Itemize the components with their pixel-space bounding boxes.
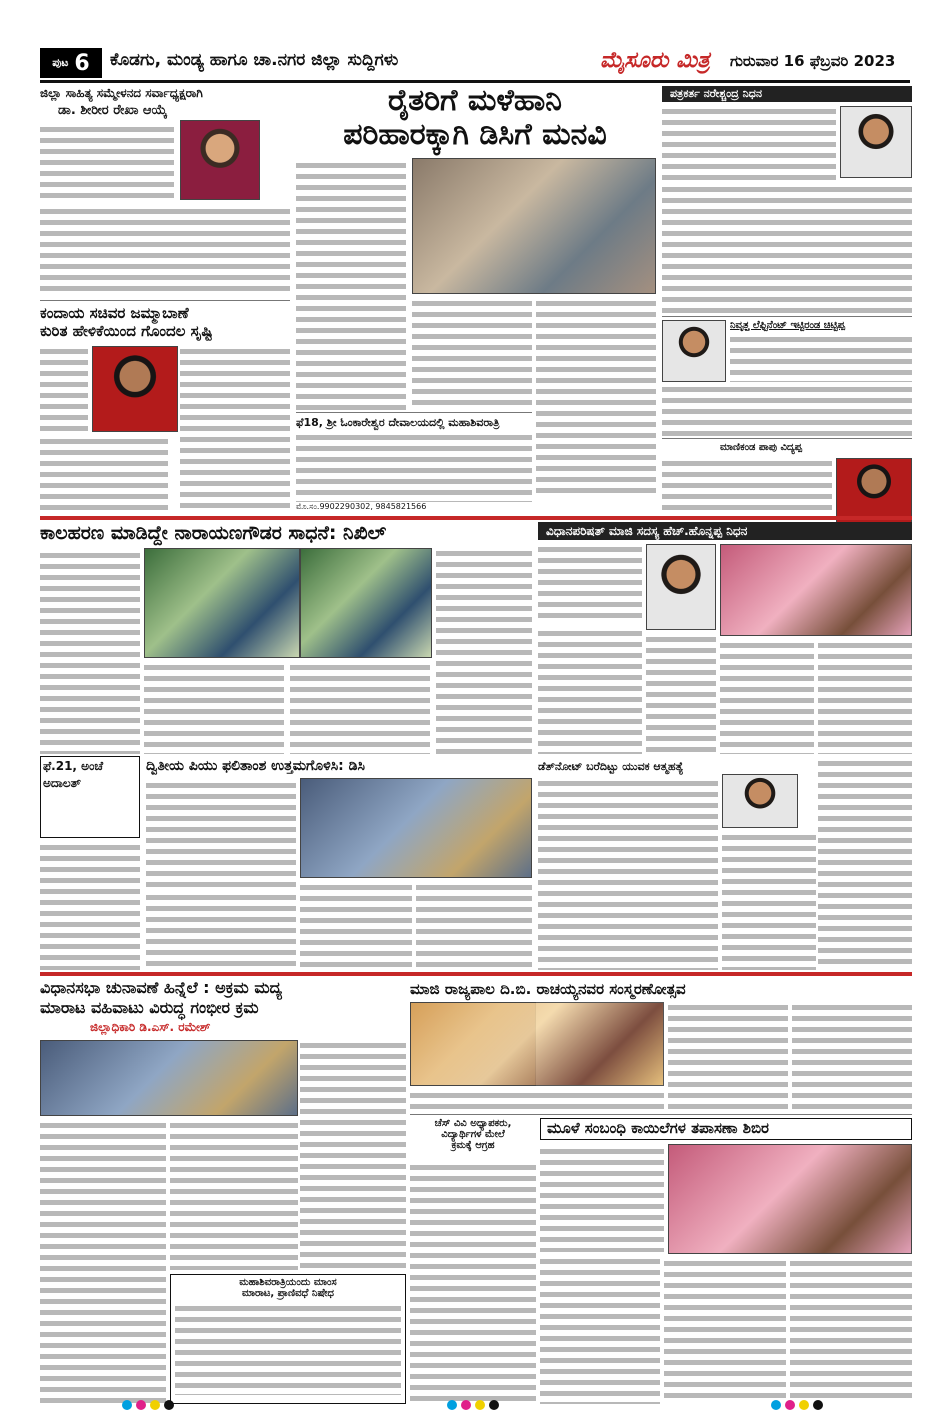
divider — [410, 1114, 912, 1115]
body-text — [410, 1090, 664, 1110]
obituary-header: ಪತ್ರಕರ್ತ ನರೇಶ್ಚಂದ್ರ ನಿಧನ — [662, 86, 912, 102]
obituary-title: ನಿವೃತ್ತ ಲೆಫ್ಟಿನೆಂಟ್ ಇಟ್ಟಿರಂಡ ಚಿಟ್ಟಿಪ್ಪ — [730, 320, 845, 331]
body-text — [40, 842, 140, 970]
body-text — [720, 640, 814, 754]
photo-obituary — [840, 106, 912, 178]
body-text — [540, 1146, 664, 1252]
body-text — [412, 298, 532, 410]
section-rule — [40, 972, 912, 976]
body-text — [664, 1258, 786, 1404]
story-university — [410, 1118, 536, 1151]
story-postal-adalat — [40, 756, 140, 838]
story-headline: ಫೆ.21, ಅಂಚೆ — [43, 759, 104, 773]
body-text — [170, 1120, 298, 1270]
body-text — [818, 758, 912, 970]
story-jammabane — [40, 304, 290, 340]
issue-date: ಗುರುವಾರ 16 ಫೆಬ್ರವರಿ 2023 — [730, 52, 896, 70]
body-text — [538, 544, 642, 624]
photo-meeting — [300, 778, 532, 878]
photo-rally — [300, 548, 432, 658]
photo-minister — [92, 346, 178, 432]
story-bone-camp-headline: ಮೂಳೆ ಸಂಬಂಧಿ ಕಾಯಿಲೆಗಳ ತಪಾಸಣಾ ಶಿಬಿರ — [540, 1118, 912, 1140]
story-headline: ಕ್ರಮಕ್ಕೆ ಆಗ್ರಹ — [451, 1140, 495, 1151]
story-headline: ಮಹಾಶಿವರಾತ್ರಿಯಂದು ಮಾಂಸ — [239, 1277, 337, 1288]
page-number-box — [40, 48, 102, 78]
body-text — [290, 662, 430, 754]
body-text — [818, 640, 912, 754]
story-shivaratri-headline: ಫೆ18, ಶ್ರೀ ಓಂಕಾರೇಶ್ವರ ದೇವಾಲಯದಲ್ಲಿ ಮಹಾಶಿವರಾತ್ರಿ — [296, 416, 500, 429]
story-headline: ವಿಧಾನಸಭಾ ಚುನಾವಣೆ ಹಿನ್ನೆಲೆ : ಅಕ್ರಮ ಮದ್ಯ — [40, 978, 283, 997]
story-meat-ban — [170, 1274, 406, 1404]
photo-tribute — [720, 544, 912, 636]
story-headline: ಮಾರಾಟ ವಹಿವಾಟು ವಿರುದ್ಧ ಗಂಭೀರ ಕ್ರಮ — [40, 998, 259, 1017]
body-text — [175, 1303, 401, 1395]
print-registration-marks — [0, 1395, 945, 1414]
story-headline: ಮಾರಾಟ, ಪ್ರಾಣಿವಧೆ ನಿಷೇಧ — [242, 1288, 334, 1299]
obituary-title: ಮಾಣಿಕಂಡ ಪಾಪು ವಿದ್ಯಪ್ಪ — [720, 442, 802, 453]
story-headline: ಜಿಲ್ಲಾ ಸಾಹಿತ್ಯ ಸಮ್ಮೇಳನದ ಸರ್ವಾಧ್ಯಕ್ಷರಾಗಿ — [40, 86, 203, 100]
body-text — [662, 184, 912, 314]
body-text — [296, 432, 532, 502]
body-text — [410, 1162, 536, 1404]
photo-dc-memorandum — [412, 158, 656, 294]
story-honnappa-headline: ವಿಧಾನಪರಿಷತ್ ಮಾಜಿ ಸದಸ್ಯ ಹೆಚ್.ಹೊನ್ನಪ್ಪ ನಿಧನ — [538, 522, 912, 540]
section-rule — [40, 516, 912, 520]
story-headline: ಕಂದಾಯ ಸಚಿವರ ಜಮ್ಮಾಬಾಣೆ — [40, 304, 189, 322]
story-subheadline: ಡಾ. ಶೀರೀರ ರೇಖಾ ಆಯ್ಕೆ — [58, 103, 168, 118]
body-text — [416, 882, 532, 970]
body-text — [144, 662, 284, 754]
story-election — [40, 978, 450, 1035]
photo-memorial — [410, 1002, 664, 1086]
photo-youth — [722, 774, 798, 828]
brand-logo: ಮೈಸೂರು ಮಿತ್ರ — [600, 48, 710, 73]
story-pu-headline: ದ್ವಿತೀಯ ಪಿಯು ಫಲಿತಾಂಶ ಉತ್ತಮಗೊಳಿಸಿ: ಡಿಸಿ — [146, 758, 365, 774]
body-text — [790, 1258, 912, 1404]
body-text — [40, 206, 290, 296]
photo-health-camp — [668, 1144, 912, 1254]
photo-honnappa — [646, 544, 716, 630]
body-text — [536, 298, 656, 494]
story-headline: ಕುರಿತ ಹೇಳಿಕೆಯಿಂದ ಗೊಂದಲ ಸೃಷ್ಟಿ — [40, 322, 213, 340]
body-text — [296, 160, 406, 410]
story-byline: ಜಿಲ್ಲಾಧಿಕಾರಿ ಡಿ.ಎಸ್. ರಮೇಶ್ — [90, 1020, 211, 1034]
body-text — [40, 1120, 166, 1404]
story-deathnote-headline: ಡೆತ್‌ನೋಟ್ ಬರೆದಿಟ್ಟು ಯುವಕ ಆತ್ಮಹತ್ಯೆ — [538, 760, 684, 773]
body-text — [722, 832, 816, 970]
body-text — [792, 1002, 912, 1114]
body-text — [662, 106, 836, 182]
body-text — [146, 780, 296, 890]
body-text — [300, 1040, 406, 1270]
story-headline: ವಿದ್ಯಾರ್ಥಿಗಳ ಮೇಲೆ — [441, 1129, 505, 1140]
photo-obituary — [836, 458, 912, 524]
story-headline: ಚೆಸ್ ವಿವಿ ಅಧ್ಯಾಪಕರು, — [434, 1118, 512, 1129]
page-header — [40, 48, 910, 78]
story-literature — [40, 86, 290, 118]
divider — [662, 316, 912, 317]
body-text — [40, 436, 168, 516]
page-number: 6 — [74, 50, 90, 76]
main-story-headline — [296, 84, 654, 154]
divider — [296, 412, 532, 413]
body-text — [662, 384, 912, 436]
story-rachaiah-headline: ಮಾಜಿ ರಾಜ್ಯಪಾಲ ದಿ.ಬಿ. ರಾಚಯ್ಯನವರ ಸಂಸ್ಮರಣೋತ್ಸವ — [410, 980, 686, 998]
body-text — [146, 892, 296, 970]
body-text — [730, 334, 912, 382]
divider — [40, 300, 290, 301]
body-text — [538, 628, 642, 754]
body-text — [180, 346, 290, 514]
body-text — [300, 882, 412, 970]
section-title: ಕೊಡಗು, ಮಂಡ್ಯ ಹಾಗೂ ಚಾ.ನಗರ ಜಿಲ್ಲಾ ಸುದ್ದಿಗಳು — [110, 50, 399, 70]
page-label: ಪುಟ — [52, 56, 69, 69]
photo-rally — [144, 548, 300, 658]
body-text — [646, 634, 716, 754]
main-headline-line2: ಪರಿಹಾರಕ್ಕಾಗಿ ಡಿಸಿಗೆ ಮನವಿ — [343, 117, 607, 152]
body-text — [668, 1002, 788, 1114]
body-text — [40, 124, 174, 204]
main-headline-line1: ರೈತರಿಗೆ ಮಳೆಹಾನಿ — [388, 83, 562, 118]
body-text — [540, 1256, 660, 1404]
divider — [662, 438, 912, 439]
story-nikhil-headline: ಕಾಲಹರಣ ಮಾಡಿದ್ದೇ ನಾರಾಯಣಗೌಡರ ಸಾಧನೆ: ನಿಖಿಲ್ — [40, 522, 387, 544]
body-text — [662, 458, 832, 514]
photo-obituary — [662, 320, 726, 382]
photo-author — [180, 120, 260, 200]
body-text — [40, 550, 140, 754]
story-headline: ಅದಾಲತ್ — [43, 776, 81, 790]
photo-dc-meeting — [40, 1040, 298, 1116]
body-text — [538, 778, 718, 970]
contact-phone: ಮೊ.ಸಂ.9902290302, 9845821566 — [296, 502, 427, 511]
body-text — [436, 548, 532, 756]
